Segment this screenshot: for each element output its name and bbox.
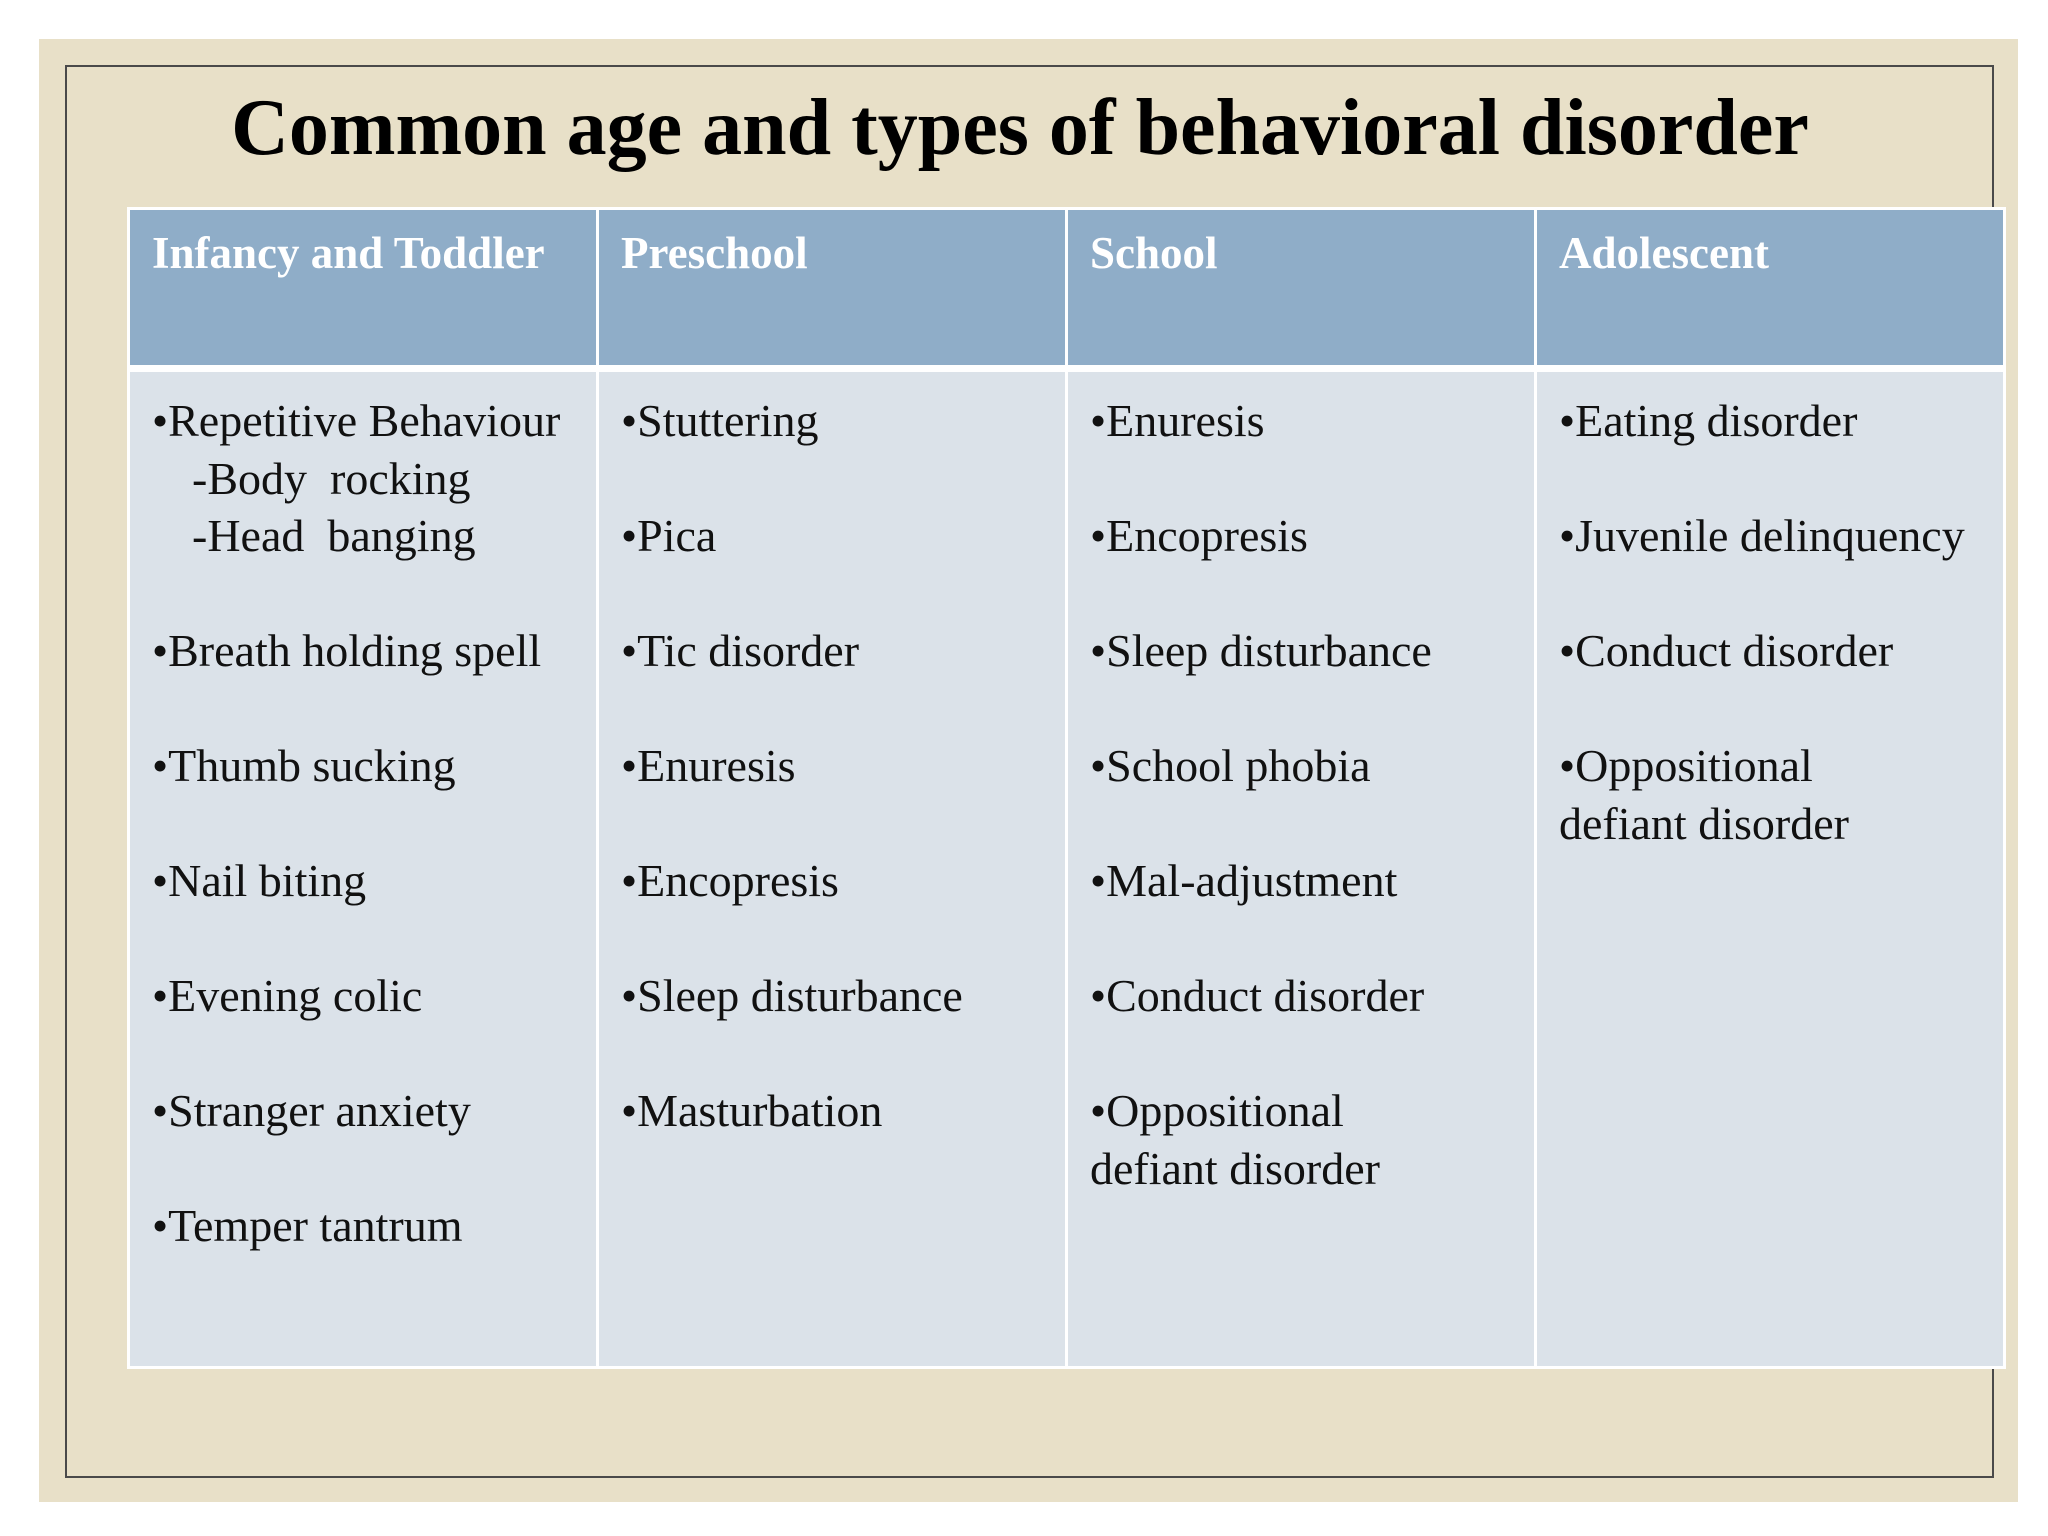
list-item: •Conduct disorder [1090,970,1425,1021]
column-adolescent [1537,372,2003,1366]
list-item: •Eating disorder [1559,395,1858,446]
disorder-table [127,207,2006,1369]
column-infancy-toddler [130,372,596,1366]
list-item: •Oppositional defiant disorder [1559,740,1849,849]
column-school [1068,372,1534,1366]
header-adolescent: Adolescent [1537,210,2003,365]
list-item: •Tic disorder [621,625,860,676]
list-subitem: -Body rocking [192,452,471,504]
list-item: •Breath holding spell [152,625,542,676]
header-school: School [1068,210,1534,365]
list-item: •Juvenile delinquency [1559,510,1965,561]
slide-title: Common age and types of behavioral disorder [231,84,1809,172]
list-item: •Sleep disturbance [621,970,963,1021]
header-preschool: Preschool [599,210,1065,365]
list-item: •Evening colic [152,970,423,1021]
list-item: •Encopresis [1090,510,1308,561]
list-item: •Stuttering [621,395,819,446]
list-item: •Stranger anxiety [152,1085,471,1136]
list-item: •Conduct disorder [1559,625,1894,676]
list-item: •Temper tantrum [152,1200,463,1251]
list-item: •Pica [621,510,717,561]
list-item: •Nail biting [152,855,367,906]
list-item: •Thumb sucking [152,740,456,791]
list-item: •Mal-adjustment [1090,855,1398,906]
list-item: •School phobia [1090,740,1371,791]
list-item: •Sleep disturbance [1090,625,1432,676]
list-item: •Oppositional defiant disorder [1090,1085,1380,1194]
header-infancy-toddler: Infancy and Toddler [130,210,596,365]
list-item: •Enuresis [621,740,796,791]
column-preschool [599,372,1065,1366]
list-subitem: -Head banging [192,510,476,561]
list-item: •Encopresis [621,855,839,906]
list-item: •Masturbation [621,1085,883,1136]
list-item: •Repetitive Behaviour [152,395,561,446]
list-item: •Enuresis [1090,395,1265,446]
